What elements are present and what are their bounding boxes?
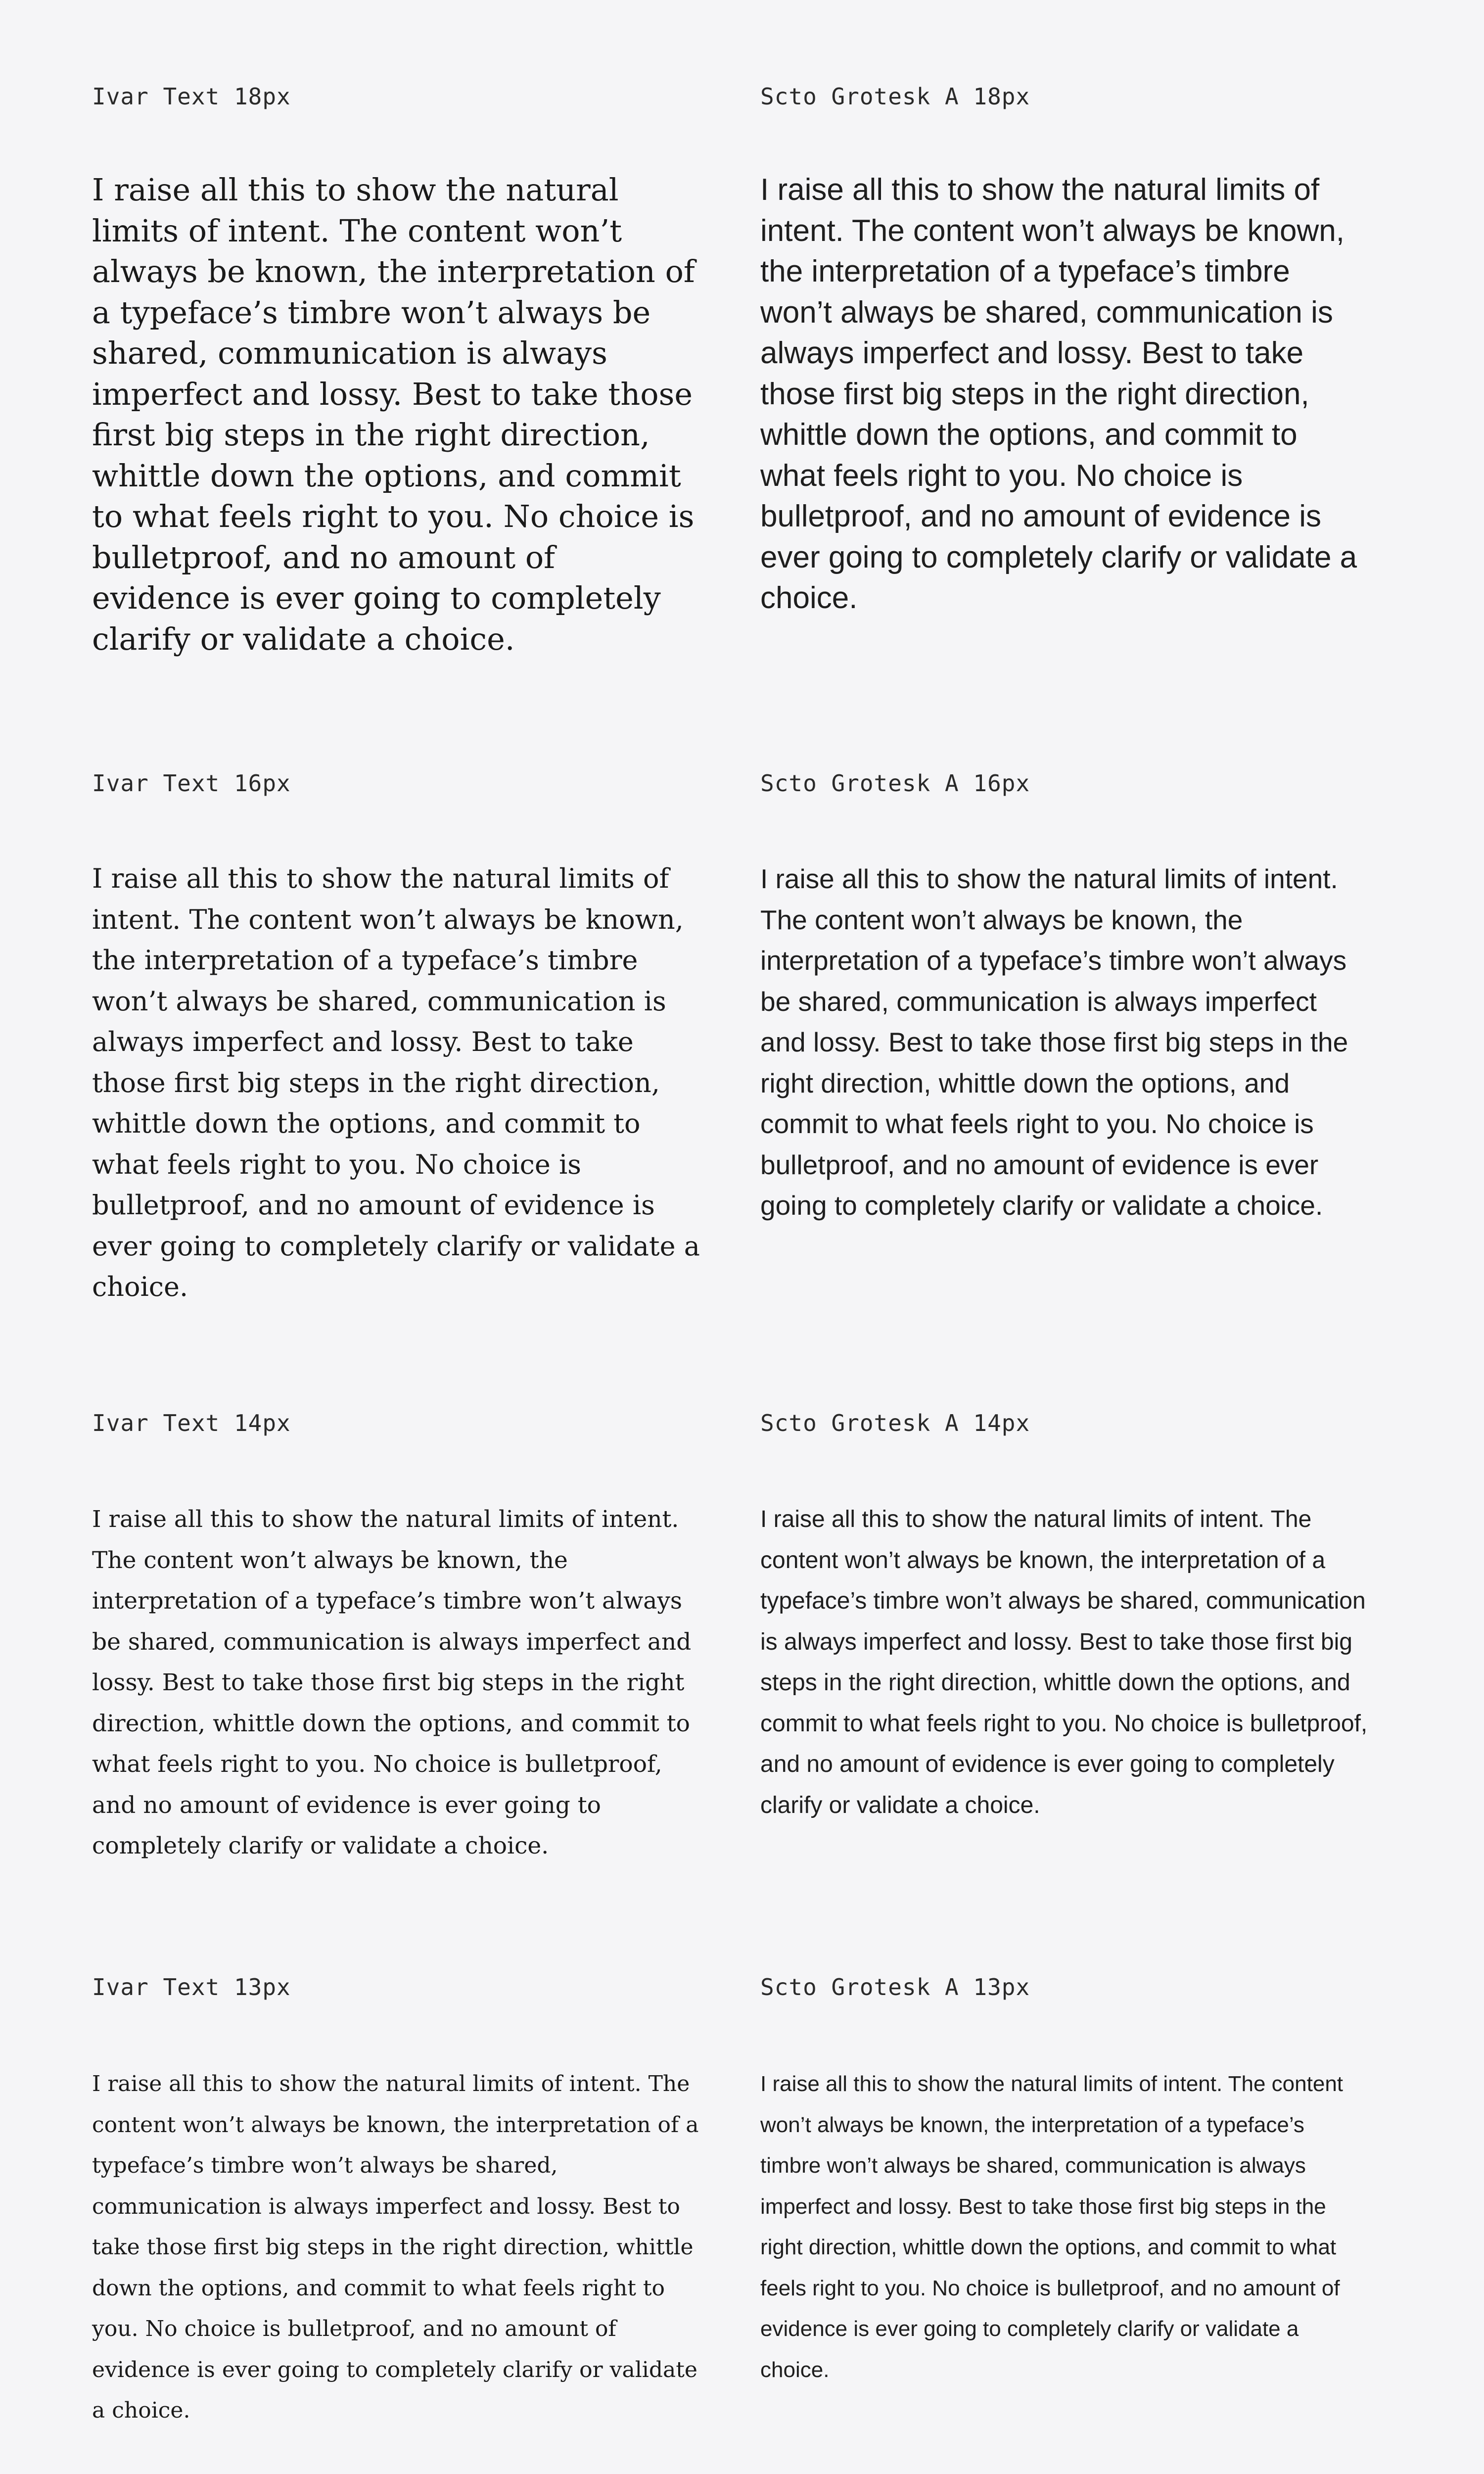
- specimen-label-scto-16: Scto Grotesk A 16px: [760, 770, 1030, 797]
- specimen-paragraph-scto-14: I raise all this to show the natural limits of intent. The content won’t always be known, the interpretation of a typeface’s timbre won’t always be shared, communication is always imperfect and lossy. Best to take those first big steps in the right direction, whittle down the options, and commit to what feels right to you. No choice is bulletproof, and no amount of evidence is ever going to completely clarify or validate a choice.: [760, 1506, 1368, 1818]
- specimen-paragraph-ivar-14: I raise all this to show the natural limits of intent. The content won’t always be known, the interpretation of a typeface’s timbre won’t always be shared, communication is always imperfect and lossy. Best to take those first big steps in the right direction, whittle down the options, and commit to what feels right to you. No choice is bulletproof, and no amount of evidence is ever going to completely clarify or validate a choice.: [92, 1506, 692, 1859]
- specimen-label-scto-14: Scto Grotesk A 14px: [760, 1410, 1030, 1436]
- specimen-paragraph-ivar-13: I raise all this to show the natural limits of intent. The content won’t always be known, the interpretation of a typeface’s timbre won’t always be shared, communication is always imperfect and lossy. Best to take those first big steps in the right direction, whittle down the options, and commit to what feels right to you. No choice is bulletproof, and no amount of evidence is ever going to completely clarify or validate a choice.: [92, 2071, 699, 2423]
- specimen-paragraph-ivar-16: I raise all this to show the natural limits of intent. The content won’t always be known, the interpretation of a typeface’s timbre won’t always be shared, communication is always imperfect and lossy. Best to take those first big steps in the right direction, whittle down the options, and commit to what feels right to you. No choice is bulletproof, and no amount of evidence is ever going to completely clarify or validate a choice.: [92, 863, 700, 1302]
- specimen-label-ivar-18: Ivar Text 18px: [92, 83, 291, 110]
- specimen-label-ivar-16: Ivar Text 16px: [92, 770, 291, 797]
- specimen-paragraph-scto-13: I raise all this to show the natural limits of intent. The content won’t always be known, the interpretation of a typeface’s timbre won’t always be shared, communication is always imperfect and lossy. Best to take those first big steps in the right direction, whittle down the options, and commit to what feels right to you. No choice is bulletproof, and no amount of evidence is ever going to completely clarify or validate a choice.: [760, 2072, 1344, 2382]
- specimen-paragraph-ivar-18: I raise all this to show the natural limits of intent. The content won’t always be known, the interpretation of a typeface’s timbre won’t always be shared, communication is always imperfect and lossy. Best to take those first big steps in the right direction, whittle down the options, and commit to what feels right to you. No choice is bulletproof, and no amount of evidence is ever going to completely clarify or validate a choice.: [92, 172, 695, 657]
- specimen-paragraph-scto-16: I raise all this to show the natural limits of intent. The content won’t always be known, the interpretation of a typeface’s timbre won’t always be shared, communication is always imperfect and lossy. Best to take those first big steps in the right direction, whittle down the options, and commit to what feels right to you. No choice is bulletproof, and no amount of evidence is ever going to completely clarify or validate a choice.: [760, 863, 1348, 1221]
- specimen-label-scto-18: Scto Grotesk A 18px: [760, 83, 1030, 110]
- specimen-label-ivar-14: Ivar Text 14px: [92, 1410, 291, 1436]
- specimen-paragraph-scto-18: I raise all this to show the natural limits of intent. The content won’t always be known, the interpretation of a typeface’s timbre won’t always be shared, communication is always imperfect and lossy. Best to take those first big steps in the right direction, whittle down the options, and commit to what feels right to you. No choice is bulletproof, and no amount of evidence is ever going to completely clarify or validate a choice.: [760, 173, 1357, 615]
- specimen-label-ivar-13: Ivar Text 13px: [92, 1974, 291, 2000]
- specimen-label-scto-13: Scto Grotesk A 13px: [760, 1974, 1030, 2000]
